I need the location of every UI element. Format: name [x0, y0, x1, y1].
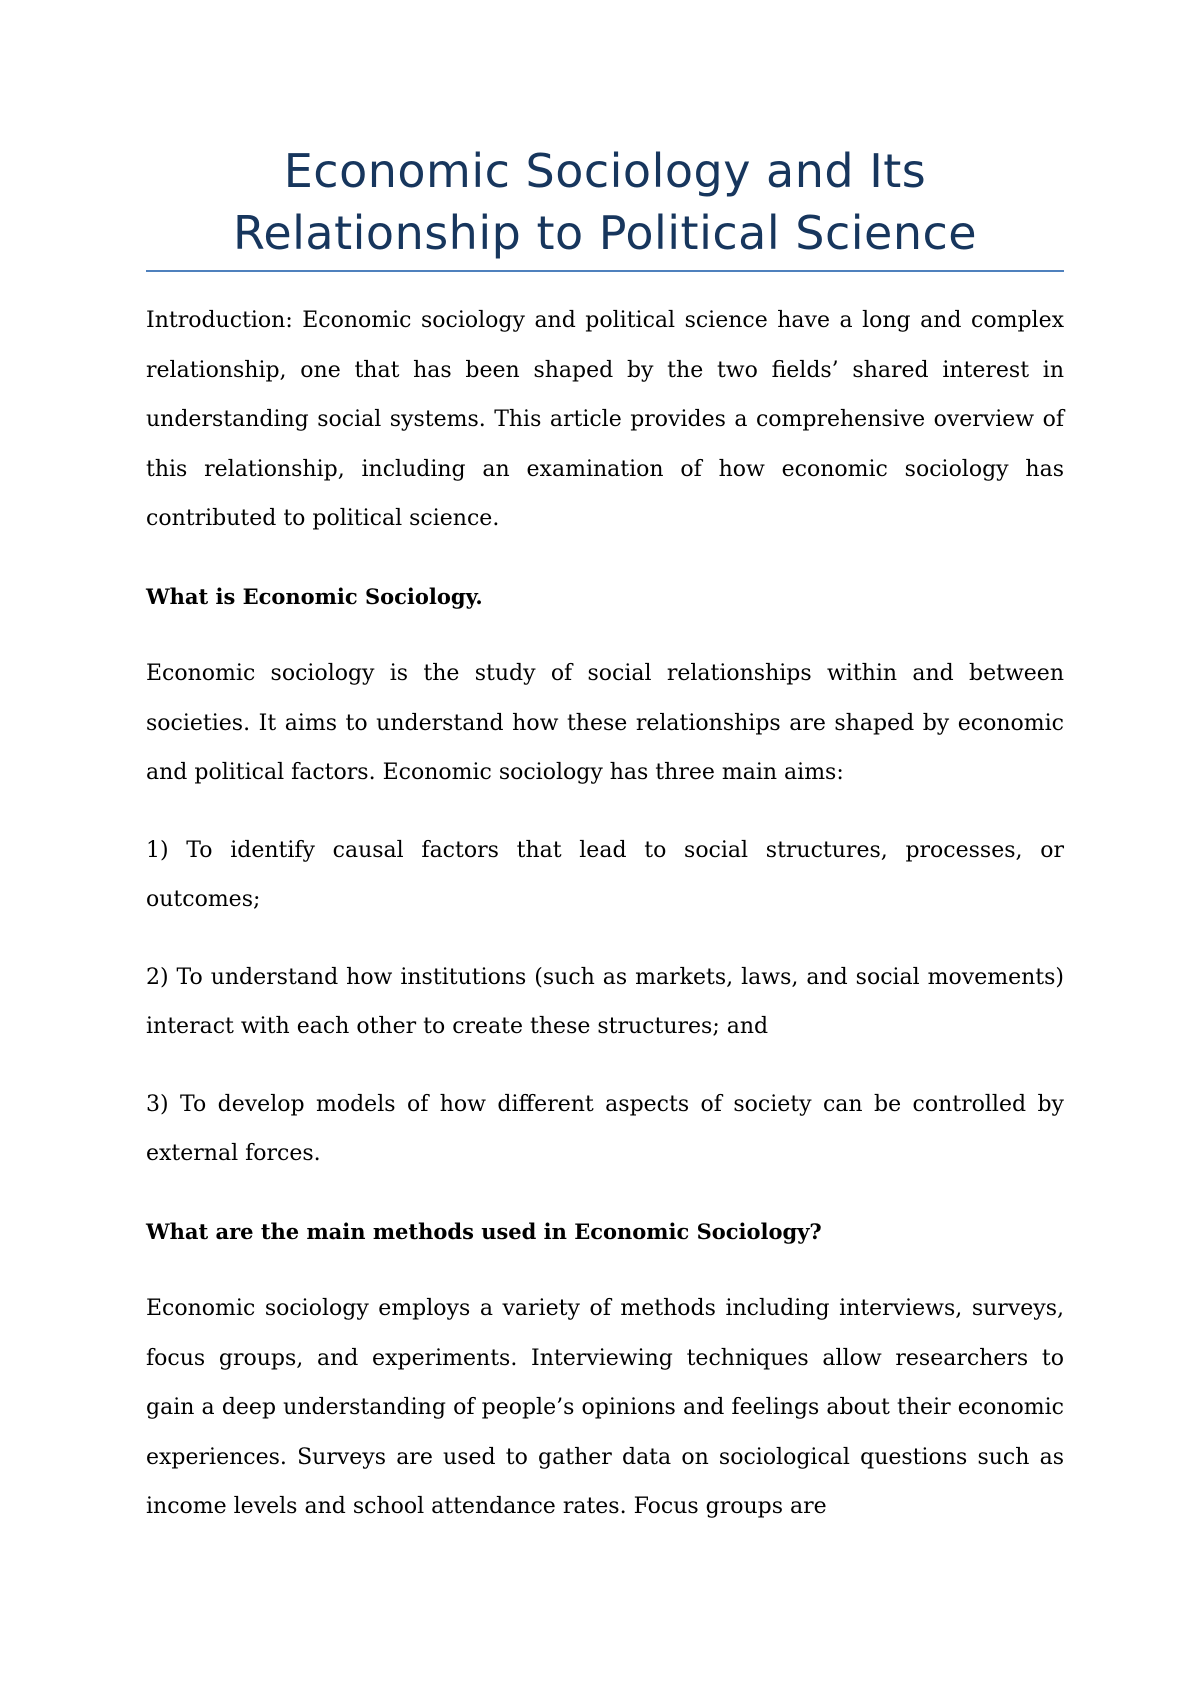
title-line-2: Relationship to Political Science [232, 206, 978, 260]
aim-item-3: 3) To develop models of how different aspects of society can be controlled by external forces. [146, 1091, 1064, 1166]
section-heading-methods: What are the main methods used in Economic Sociology? [146, 1218, 822, 1244]
title-line-1: Economic Sociology and Its [283, 144, 927, 198]
aim-item-1: 1) To identify causal factors that lead to social structures, processes, or outcomes; [146, 837, 1064, 912]
intro-paragraph: Introduction: Economic sociology and political science have a long and complex relationship, one that has been shaped by the two fields’ shared interest in understanding social systems. This article provides a comprehensive overview of this relationship, including an examination of how economic sociology has contributed to political science. [146, 308, 1064, 531]
methods-paragraph: Economic sociology employs a variety of methods including interviews, surveys, focus groups, and experiments. Interviewing techniques allow researchers to gain a deep understanding of people’s opinions and feelings about their economic experiences. Surveys are used to gather data on sociological questions such as income levels and school attendance rates. Focus groups are [146, 1296, 1064, 1519]
section-heading-what-is: What is Economic Sociology. [146, 583, 483, 609]
document-page [146, 140, 1064, 1532]
aim-item-2: 2) To understand how institutions (such as markets, laws, and social movements) interact with each other to create these structures; and [146, 964, 1064, 1039]
document-title [146, 140, 1064, 272]
definition-paragraph: Economic sociology is the study of social relationships within and between societies. It aims to understand how these relationships are shaped by economic and political factors. Economic sociology has three main aims: [146, 661, 1064, 785]
